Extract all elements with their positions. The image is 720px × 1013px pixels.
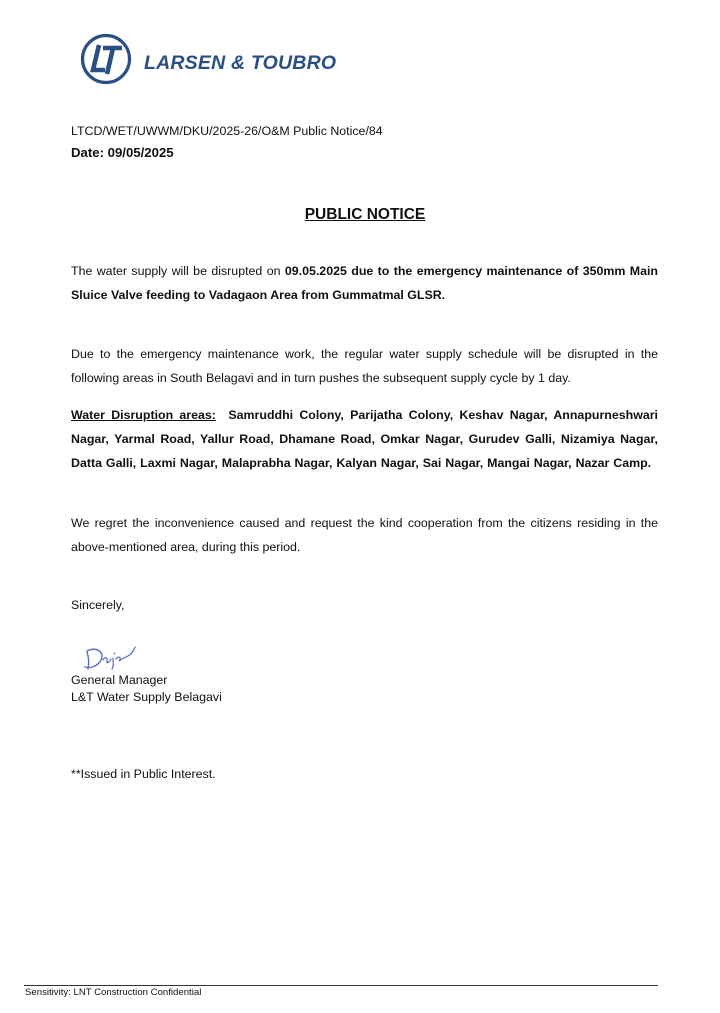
issued-note: **Issued in Public Interest. (71, 767, 216, 781)
company-name: LARSEN & TOUBRO (144, 51, 337, 74)
signatory-title: General Manager (71, 673, 168, 687)
sensitivity-label: Sensitivity: LNT Construction Confidential (25, 987, 202, 998)
disruption-paragraph (71, 259, 658, 307)
maintenance-paragraph: Due to the emergency maintenance work, the regular water supply schedule will be disrupted in the following areas in South Belagavi and in turn pushes the subsequent supply cycle by 1 day. (71, 347, 658, 385)
signature-icon (78, 636, 140, 672)
disruption-details: 09.05.2025 due to the emergency maintenance of 350mm Main Sluice Valve feeding to Vadagaon Area from Gummatmal GLSR. (71, 264, 659, 302)
areas-paragraph (71, 403, 658, 475)
page-title: PUBLIC NOTICE (304, 206, 426, 223)
company-logo (80, 33, 336, 85)
apology-paragraph: We regret the inconvenience caused and request the kind cooperation from the citizens residing in the above-mentioned area, during this period. (71, 516, 658, 554)
lt-logo-icon (80, 33, 132, 85)
organization-name: L&T Water Supply Belagavi (71, 690, 222, 704)
closing-salutation: Sincerely, (71, 598, 125, 612)
areas-list: Samruddhi Colony, Parijatha Colony, Keshav Nagar, Annapurneshwari Nagar, Yarmal Road, Yallur Road, Dhamane Road, Omkar Nagar, Gurudev Galli, Nizamiya Nagar, Datta Galli, Laxmi Nagar, Malaprabha Nagar, Kalyan Nagar, Sai Nagar, Mangai Nagar, Nazar Camp. (71, 408, 658, 470)
areas-label: Water Disruption areas: (71, 408, 216, 422)
footer-divider (24, 985, 658, 986)
notice-reference: LTCD/WET/UWWM/DKU/2025-26/O&M Public Notice/84 (71, 124, 383, 138)
disruption-intro: The water supply will be disrupted on (71, 264, 285, 278)
notice-date: Date: 09/05/2025 (71, 145, 174, 160)
